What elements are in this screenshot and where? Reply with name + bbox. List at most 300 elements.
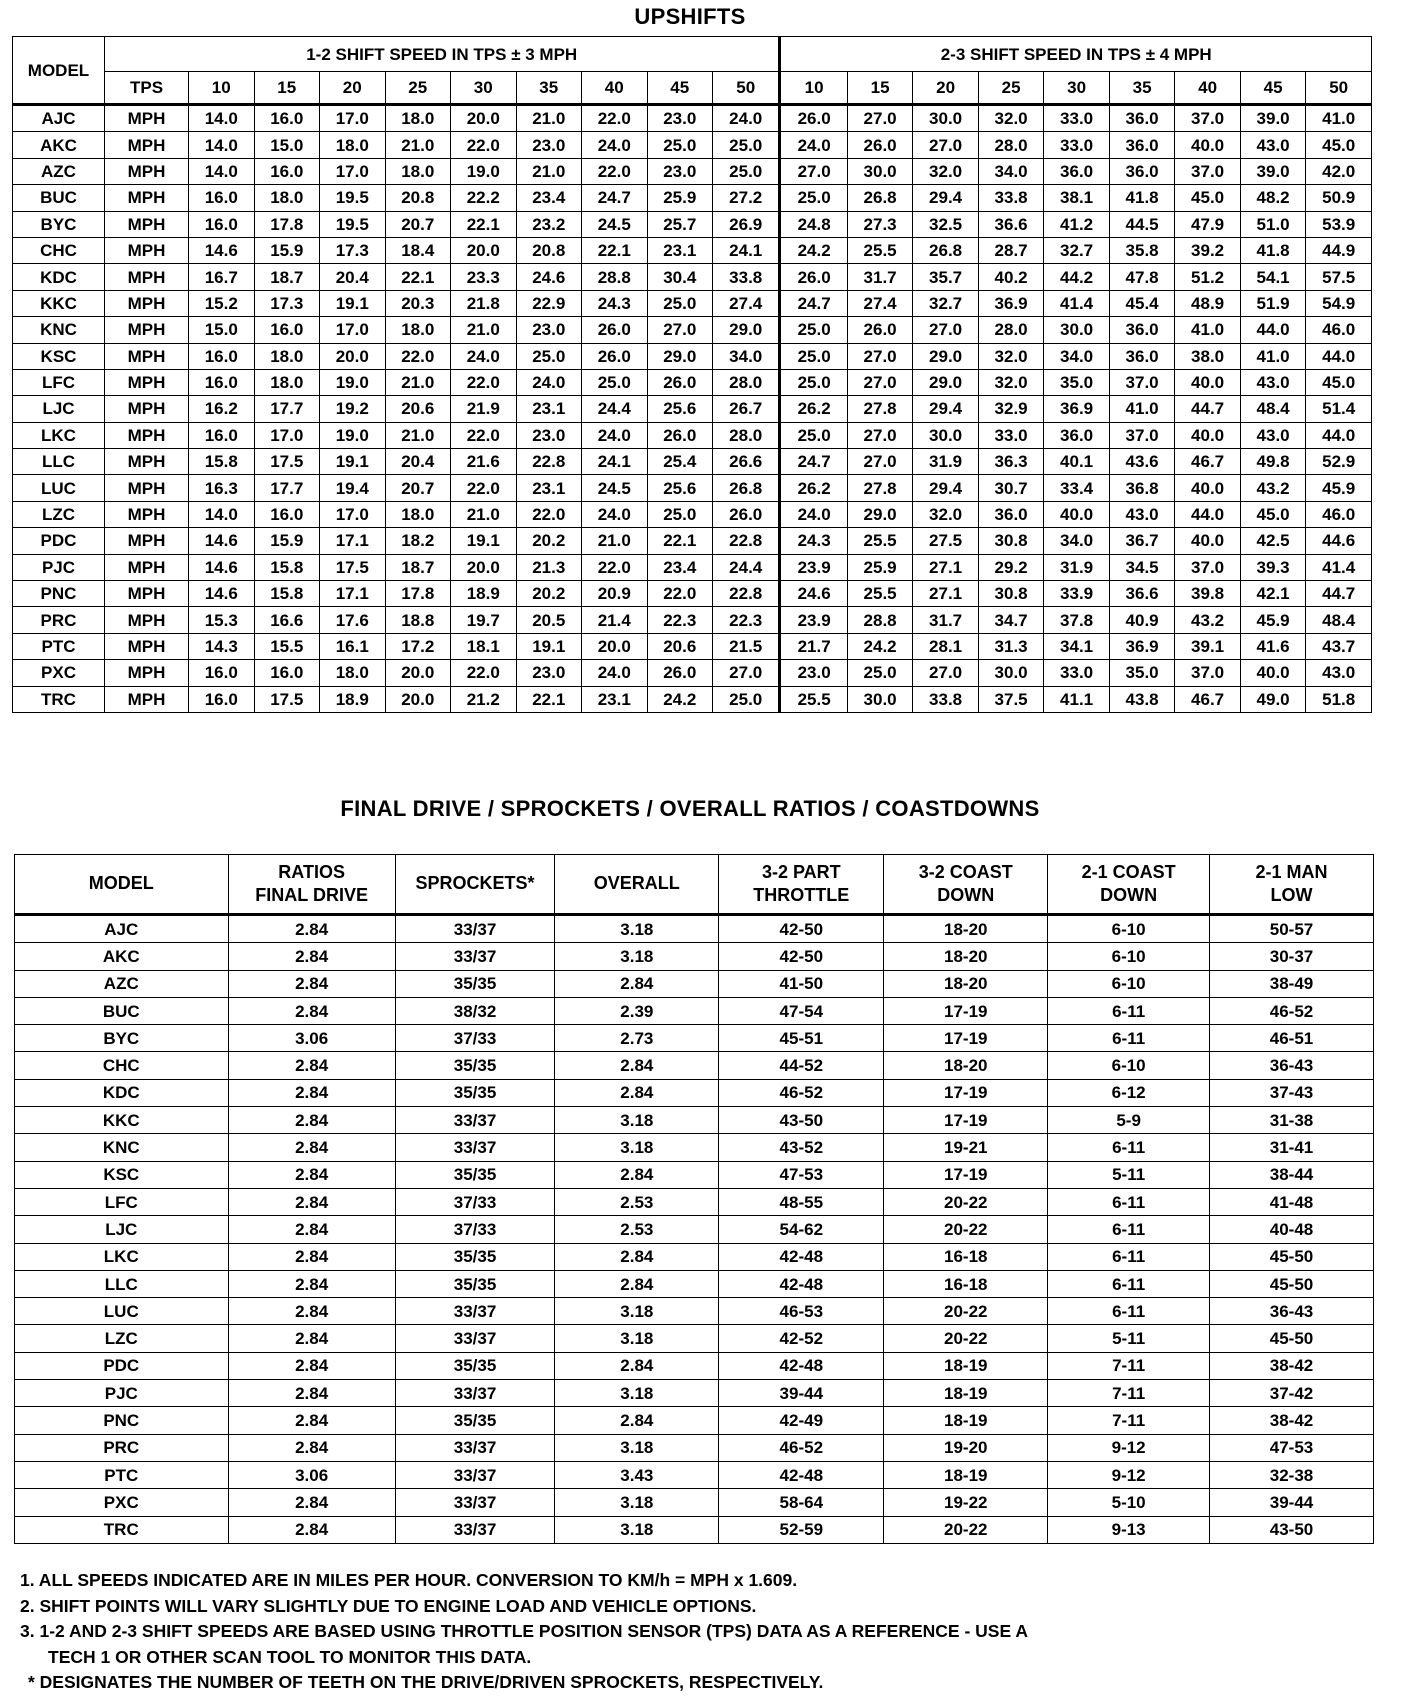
value-cell: 2.84	[228, 1188, 395, 1215]
shift-23-value: 44.0	[1306, 343, 1372, 369]
shift-23-value: 35.0	[1044, 369, 1110, 395]
shift-12-header: 1-2 SHIFT SPEED IN TPS ± 3 MPH	[105, 37, 780, 72]
shift-23-value: 25.5	[847, 237, 913, 263]
shift-23-value: 33.0	[1044, 132, 1110, 158]
value-cell: 20-22	[884, 1188, 1048, 1215]
shift-12-value: 20.8	[385, 185, 451, 211]
value-cell: 20-22	[884, 1325, 1048, 1352]
shift-12-value: 16.0	[254, 317, 320, 343]
shift-12-value: 23.1	[582, 686, 648, 712]
shift-12-value: 16.0	[189, 686, 255, 712]
tps-12-col-header: 20	[320, 72, 386, 105]
shift-12-value: 15.8	[254, 581, 320, 607]
shift-23-value: 36.3	[978, 449, 1044, 475]
shift-12-value: 18.7	[254, 264, 320, 290]
shift-12-value: 22.0	[582, 158, 648, 184]
value-cell: 58-64	[719, 1489, 884, 1516]
tps-23-col-header: 15	[847, 72, 913, 105]
tps-23-col-header: 35	[1109, 72, 1175, 105]
shift-12-value: 16.7	[189, 264, 255, 290]
value-cell: 2.84	[228, 1407, 395, 1434]
value-cell: 37/33	[395, 1188, 555, 1215]
value-cell: 3.18	[555, 915, 719, 943]
header-line: OVERALL	[593, 873, 680, 894]
shift-12-value: 20.6	[647, 633, 713, 659]
value-cell: 33/37	[395, 1489, 555, 1516]
value-cell: 18-20	[884, 943, 1048, 970]
tps-12-col-header: 50	[713, 72, 780, 105]
tps-12-col-header: 30	[451, 72, 517, 105]
shift-23-value: 37.0	[1175, 660, 1241, 686]
shift-12-value: 16.3	[189, 475, 255, 501]
upshifts-table	[12, 36, 1372, 713]
shift-12-value: 19.1	[516, 633, 582, 659]
header-line: 3-2 PART	[761, 861, 841, 882]
shift-12-value: 27.2	[713, 185, 780, 211]
value-cell: 20-22	[884, 1298, 1048, 1325]
shift-23-value: 25.0	[780, 422, 847, 448]
shift-12-value: 25.7	[647, 211, 713, 237]
shift-12-value: 25.6	[647, 396, 713, 422]
tps-12-col-header: 45	[647, 72, 713, 105]
shift-12-value: 26.0	[647, 660, 713, 686]
shift-12-value: 18.4	[385, 237, 451, 263]
shift-12-value: 23.1	[516, 396, 582, 422]
value-cell: 30-37	[1210, 943, 1374, 970]
value-cell: 35/35	[395, 1161, 555, 1188]
shift-23-value: 36.0	[1109, 158, 1175, 184]
shift-23-value: 24.7	[780, 290, 847, 316]
value-cell: 6-10	[1048, 970, 1210, 997]
value-cell: 3.06	[228, 1461, 395, 1488]
value-cell: 2.84	[228, 1107, 395, 1134]
shift-12-value: 22.8	[713, 528, 780, 554]
shift-12-value: 25.0	[582, 369, 648, 395]
shift-23-value: 30.0	[978, 660, 1044, 686]
shift-23-value: 54.1	[1240, 264, 1306, 290]
shift-23-value: 26.2	[780, 475, 847, 501]
shift-12-value: 21.9	[451, 396, 517, 422]
shift-12-value: 21.4	[582, 607, 648, 633]
model-cell: AZC	[15, 970, 229, 997]
model-cell: KKC	[15, 1107, 229, 1134]
value-cell: 2.84	[228, 1216, 395, 1243]
unit-cell: MPH	[105, 501, 189, 527]
shift-12-value: 23.0	[516, 660, 582, 686]
value-cell: 18-19	[884, 1407, 1048, 1434]
shift-23-value: 36.0	[1109, 343, 1175, 369]
unit-cell: MPH	[105, 607, 189, 633]
header-line: DOWN	[937, 885, 995, 905]
shift-12-value: 17.0	[320, 158, 386, 184]
table-row	[15, 915, 1374, 943]
shift-23-value: 26.8	[847, 185, 913, 211]
shift-12-value: 23.0	[516, 132, 582, 158]
unit-cell: MPH	[105, 449, 189, 475]
shift-23-value: 27.5	[913, 528, 979, 554]
value-cell: 9-12	[1048, 1434, 1210, 1461]
unit-cell: MPH	[105, 686, 189, 712]
shift-23-value: 33.0	[978, 422, 1044, 448]
shift-23-value: 30.7	[978, 475, 1044, 501]
shift-23-value: 31.7	[913, 607, 979, 633]
shift-23-value: 25.5	[847, 581, 913, 607]
table-row	[13, 158, 1372, 184]
shift-23-value: 34.7	[978, 607, 1044, 633]
shift-23-value: 23.0	[780, 660, 847, 686]
shift-12-value: 24.5	[582, 211, 648, 237]
shift-12-value: 14.6	[189, 581, 255, 607]
shift-12-value: 24.0	[582, 660, 648, 686]
shift-23-value: 28.1	[913, 633, 979, 659]
shift-23-value: 46.7	[1175, 449, 1241, 475]
shift-23-value: 41.4	[1306, 554, 1372, 580]
value-cell: 44-52	[719, 1052, 884, 1079]
shift-12-value: 17.0	[320, 317, 386, 343]
shift-23-value: 29.0	[913, 369, 979, 395]
shift-23-value: 30.0	[1044, 317, 1110, 343]
shift-23-value: 34.0	[1044, 343, 1110, 369]
shift-12-value: 19.1	[320, 290, 386, 316]
shift-23-value: 36.6	[978, 211, 1044, 237]
value-cell: 39-44	[1210, 1489, 1374, 1516]
shift-12-value: 21.3	[516, 554, 582, 580]
table-row	[13, 660, 1372, 686]
tps-23-col-header: 50	[1306, 72, 1372, 105]
model-cell: AKC	[13, 132, 105, 158]
shift-23-value: 45.4	[1109, 290, 1175, 316]
value-cell: 50-57	[1210, 915, 1374, 943]
shift-12-value: 20.7	[385, 475, 451, 501]
shift-23-value: 36.0	[978, 501, 1044, 527]
shift-23-value: 33.4	[1044, 475, 1110, 501]
note-1: 1. ALL SPEEDS INDICATED ARE IN MILES PER HOUR. CONVERSION TO KM/h = MPH x 1.609.	[20, 1570, 798, 1590]
table-row	[15, 1079, 1374, 1106]
shift-23-value: 45.0	[1306, 369, 1372, 395]
shift-12-value: 26.0	[647, 422, 713, 448]
shift-12-value: 22.0	[451, 422, 517, 448]
unit-cell: MPH	[105, 422, 189, 448]
value-cell: 43-50	[719, 1107, 884, 1134]
value-cell: 16-18	[884, 1243, 1048, 1270]
shift-23-value: 29.4	[913, 396, 979, 422]
model-cell: KSC	[13, 343, 105, 369]
value-cell: 9-13	[1048, 1516, 1210, 1543]
shift-23-value: 27.0	[780, 158, 847, 184]
shift-12-value: 21.0	[451, 317, 517, 343]
value-cell: 42-48	[719, 1243, 884, 1270]
shift-23-value: 43.0	[1306, 660, 1372, 686]
shift-12-value: 18.8	[385, 607, 451, 633]
shift-23-value: 41.1	[1044, 686, 1110, 712]
value-cell: 45-50	[1210, 1243, 1374, 1270]
table-row	[15, 1516, 1374, 1543]
value-cell: 38-42	[1210, 1407, 1374, 1434]
shift-12-value: 23.0	[647, 158, 713, 184]
table-row	[15, 1407, 1374, 1434]
value-cell: 2.84	[228, 1161, 395, 1188]
shift-12-value: 21.0	[385, 132, 451, 158]
shift-23-value: 40.2	[978, 264, 1044, 290]
value-cell: 2.84	[228, 1380, 395, 1407]
shift-23-value: 30.0	[847, 158, 913, 184]
shift-23-value: 44.7	[1175, 396, 1241, 422]
shift-12-value: 20.0	[451, 105, 517, 132]
value-cell: 42-50	[719, 915, 884, 943]
shift-23-value: 32.0	[913, 501, 979, 527]
shift-23-value: 27.1	[913, 581, 979, 607]
shift-23-value: 44.0	[1175, 501, 1241, 527]
shift-23-value: 26.2	[780, 396, 847, 422]
shift-23-value: 25.5	[847, 528, 913, 554]
value-cell: 6-11	[1048, 1243, 1210, 1270]
value-cell: 6-10	[1048, 1052, 1210, 1079]
shift-23-value: 21.7	[780, 633, 847, 659]
shift-23-value: 40.9	[1109, 607, 1175, 633]
shift-23-value: 24.2	[780, 237, 847, 263]
shift-12-value: 26.7	[713, 396, 780, 422]
final-drive-col-header	[1210, 855, 1374, 915]
shift-23-value: 24.6	[780, 581, 847, 607]
shift-23-value: 32.7	[913, 290, 979, 316]
shift-23-value: 30.0	[847, 686, 913, 712]
shift-23-value: 23.9	[780, 554, 847, 580]
shift-12-value: 34.0	[713, 343, 780, 369]
table-row	[13, 369, 1372, 395]
shift-12-value: 16.1	[320, 633, 386, 659]
shift-23-value: 54.9	[1306, 290, 1372, 316]
table-row	[15, 1380, 1374, 1407]
shift-23-value: 38.1	[1044, 185, 1110, 211]
value-cell: 38/32	[395, 997, 555, 1024]
final-drive-body	[15, 915, 1374, 1544]
shift-12-value: 15.0	[254, 132, 320, 158]
header-line: FINAL DRIVE	[255, 885, 368, 905]
value-cell: 2.84	[228, 1298, 395, 1325]
shift-12-value: 26.8	[713, 475, 780, 501]
tps-12-col-header: 10	[189, 72, 255, 105]
shift-23-value: 41.6	[1240, 633, 1306, 659]
shift-12-value: 23.0	[516, 317, 582, 343]
tps-12-col-header: 25	[385, 72, 451, 105]
header-line: RATIOS	[278, 861, 345, 882]
value-cell: 2.84	[228, 1243, 395, 1270]
shift-12-value: 27.4	[713, 290, 780, 316]
shift-12-value: 23.1	[516, 475, 582, 501]
value-cell: 16-18	[884, 1270, 1048, 1297]
value-cell: 3.18	[555, 1516, 719, 1543]
shift-23-value: 29.4	[913, 475, 979, 501]
shift-23-value: 29.2	[978, 554, 1044, 580]
shift-12-value: 17.5	[254, 449, 320, 475]
shift-23-value: 26.0	[847, 132, 913, 158]
table-row	[15, 1025, 1374, 1052]
shift-23-value: 36.0	[1109, 132, 1175, 158]
tps-23-col-header: 20	[913, 72, 979, 105]
shift-23-value: 46.0	[1306, 501, 1372, 527]
table-row	[15, 1489, 1374, 1516]
model-header: MODEL	[13, 37, 105, 105]
value-cell: 33/37	[395, 1380, 555, 1407]
shift-23-value: 50.9	[1306, 185, 1372, 211]
shift-23-value: 37.8	[1044, 607, 1110, 633]
value-cell: 19-20	[884, 1434, 1048, 1461]
shift-12-value: 17.1	[320, 581, 386, 607]
value-cell: 47-54	[719, 997, 884, 1024]
value-cell: 2.39	[555, 997, 719, 1024]
final-drive-col-header	[1048, 855, 1210, 915]
shift-12-value: 18.9	[451, 581, 517, 607]
value-cell: 2.53	[555, 1216, 719, 1243]
model-cell: LUC	[15, 1298, 229, 1325]
shift-12-value: 24.0	[516, 369, 582, 395]
shift-12-value: 23.1	[647, 237, 713, 263]
shift-23-value: 44.5	[1109, 211, 1175, 237]
shift-23-value: 32.0	[913, 158, 979, 184]
shift-12-value: 19.2	[320, 396, 386, 422]
model-cell: PDC	[13, 528, 105, 554]
unit-cell: MPH	[105, 211, 189, 237]
shift-23-value: 51.0	[1240, 211, 1306, 237]
table-row	[15, 1270, 1374, 1297]
value-cell: 36-43	[1210, 1052, 1374, 1079]
shift-23-value: 36.9	[978, 290, 1044, 316]
model-cell: KKC	[13, 290, 105, 316]
value-cell: 6-11	[1048, 1188, 1210, 1215]
value-cell: 6-11	[1048, 997, 1210, 1024]
shift-12-value: 25.0	[713, 132, 780, 158]
table-row	[13, 581, 1372, 607]
value-cell: 17-19	[884, 997, 1048, 1024]
unit-cell: MPH	[105, 475, 189, 501]
model-cell: BYC	[15, 1025, 229, 1052]
shift-23-value: 43.7	[1306, 633, 1372, 659]
shift-23-value: 26.8	[913, 237, 979, 263]
shift-23-value: 24.3	[780, 528, 847, 554]
shift-23-value: 25.9	[847, 554, 913, 580]
shift-23-value: 34.0	[1044, 528, 1110, 554]
shift-12-value: 20.0	[385, 660, 451, 686]
value-cell: 33/37	[395, 1434, 555, 1461]
shift-23-value: 28.8	[847, 607, 913, 633]
value-cell: 31-38	[1210, 1107, 1374, 1134]
shift-23-value: 27.0	[847, 105, 913, 132]
shift-23-value: 36.9	[1109, 633, 1175, 659]
shift-23-value: 26.0	[780, 105, 847, 132]
shift-12-value: 20.0	[451, 554, 517, 580]
value-cell: 37/33	[395, 1025, 555, 1052]
shift-12-value: 20.4	[385, 449, 451, 475]
shift-12-value: 16.0	[254, 105, 320, 132]
shift-12-value: 29.0	[713, 317, 780, 343]
shift-12-value: 25.0	[647, 132, 713, 158]
shift-12-value: 22.3	[713, 607, 780, 633]
value-cell: 18-19	[884, 1352, 1048, 1379]
value-cell: 3.18	[555, 943, 719, 970]
tps-23-col-header: 40	[1175, 72, 1241, 105]
value-cell: 5-9	[1048, 1107, 1210, 1134]
shift-12-value: 30.4	[647, 264, 713, 290]
value-cell: 47-53	[1210, 1434, 1374, 1461]
shift-23-value: 47.9	[1175, 211, 1241, 237]
shift-23-value: 34.1	[1044, 633, 1110, 659]
shift-12-value: 22.8	[713, 581, 780, 607]
shift-12-value: 20.9	[582, 581, 648, 607]
shift-23-value: 24.2	[847, 633, 913, 659]
value-cell: 2.84	[555, 970, 719, 997]
table-row	[13, 686, 1372, 712]
shift-12-value: 17.2	[385, 633, 451, 659]
table-row	[13, 343, 1372, 369]
shift-12-value: 17.3	[254, 290, 320, 316]
shift-12-value: 24.0	[713, 105, 780, 132]
shift-23-value: 36.0	[1109, 317, 1175, 343]
shift-12-value: 22.1	[516, 686, 582, 712]
shift-12-value: 19.4	[320, 475, 386, 501]
shift-23-value: 37.0	[1109, 369, 1175, 395]
table-row	[15, 970, 1374, 997]
final-drive-col-header	[228, 855, 395, 915]
shift-12-value: 15.3	[189, 607, 255, 633]
value-cell: 46-52	[719, 1079, 884, 1106]
table-row	[15, 1052, 1374, 1079]
value-cell: 3.18	[555, 1298, 719, 1325]
model-cell: CHC	[13, 237, 105, 263]
shift-12-value: 26.0	[713, 501, 780, 527]
shift-23-value: 36.8	[1109, 475, 1175, 501]
shift-12-value: 24.0	[582, 501, 648, 527]
shift-23-value: 27.0	[913, 660, 979, 686]
table-row	[15, 1325, 1374, 1352]
value-cell: 5-10	[1048, 1489, 1210, 1516]
shift-12-value: 18.0	[320, 660, 386, 686]
shift-23-value: 42.0	[1306, 158, 1372, 184]
shift-23-value: 25.0	[847, 660, 913, 686]
table-row	[13, 290, 1372, 316]
final-drive-header-row	[15, 855, 1374, 915]
value-cell: 46-52	[719, 1434, 884, 1461]
value-cell: 5-11	[1048, 1161, 1210, 1188]
shift-23-value: 33.9	[1044, 581, 1110, 607]
shift-12-value: 29.0	[647, 343, 713, 369]
shift-12-value: 21.0	[516, 105, 582, 132]
upshifts-body	[13, 105, 1372, 713]
value-cell: 2.84	[555, 1079, 719, 1106]
shift-12-value: 16.0	[189, 211, 255, 237]
table-row	[15, 1161, 1374, 1188]
model-cell: LJC	[13, 396, 105, 422]
table-row	[13, 449, 1372, 475]
value-cell: 32-38	[1210, 1461, 1374, 1488]
shift-12-value: 21.2	[451, 686, 517, 712]
value-cell: 3.06	[228, 1025, 395, 1052]
shift-12-value: 14.0	[189, 132, 255, 158]
value-cell: 20-22	[884, 1516, 1048, 1543]
shift-12-value: 23.0	[516, 422, 582, 448]
model-cell: LJC	[15, 1216, 229, 1243]
shift-12-value: 17.0	[320, 105, 386, 132]
table-row	[13, 211, 1372, 237]
shift-12-value: 21.0	[385, 369, 451, 395]
model-cell: KDC	[15, 1079, 229, 1106]
value-cell: 17-19	[884, 1107, 1048, 1134]
shift-23-value: 40.0	[1175, 475, 1241, 501]
table-row	[15, 1107, 1374, 1134]
value-cell: 19-22	[884, 1489, 1048, 1516]
shift-12-value: 17.0	[254, 422, 320, 448]
shift-23-value: 49.0	[1240, 686, 1306, 712]
shift-23-value: 40.0	[1175, 528, 1241, 554]
